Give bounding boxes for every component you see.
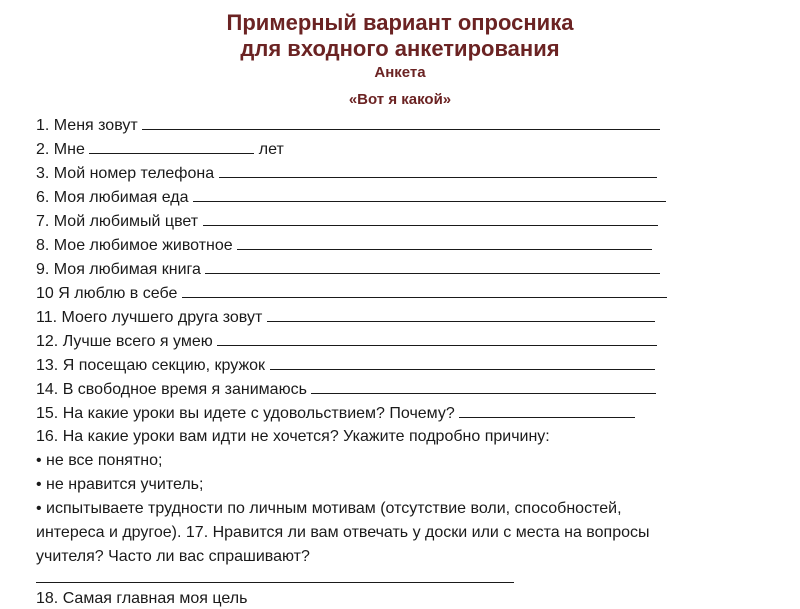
title-line-2: для входного анкетирования [240, 36, 560, 61]
question-text: учителя? Часто ли вас спрашивают? [36, 548, 310, 565]
question-line [36, 115, 660, 136]
question-line [36, 187, 666, 208]
question-text: 10 Я люблю в себе [36, 285, 178, 302]
answer-blank[interactable] [267, 307, 655, 322]
question-text: 2. Мне [36, 141, 85, 158]
question-line [36, 379, 656, 400]
question-line [36, 211, 658, 232]
question-line [36, 235, 652, 256]
answer-blank[interactable] [193, 187, 666, 202]
question-text: • испытываете трудности по личным мотивам (отсутствие воли, способностей, [36, 500, 622, 517]
question-line [36, 403, 635, 424]
question-text: • не все понятно; [36, 452, 163, 469]
question-text: 13. Я посещаю секцию, кружок [36, 357, 266, 374]
question-line [36, 163, 657, 184]
form-subtitle: «Вот я какой» [348, 91, 452, 108]
answer-blank[interactable] [217, 331, 657, 346]
answer-blank[interactable] [205, 259, 660, 274]
question-line [36, 547, 310, 567]
answer-blank[interactable] [142, 115, 660, 130]
question-text: 11. Моего лучшего друга зовут [36, 309, 263, 326]
answer-blank[interactable] [203, 211, 658, 226]
question-text: 8. Мое любимое животное [36, 237, 233, 254]
question-line [36, 139, 284, 160]
question-text: 14. В свободное время я занимаюсь [36, 381, 307, 398]
question-text: • не нравится учитель; [36, 476, 204, 493]
question-text: 16. На какие уроки вам идти не хочется? Укажите подробно причину: [36, 428, 550, 445]
question-text: 1. Меня зовут [36, 117, 138, 134]
form-title: Анкета [374, 64, 426, 81]
answer-blank[interactable] [182, 283, 667, 298]
question-line [36, 589, 247, 609]
question-line [36, 523, 649, 543]
answer-blank[interactable] [311, 379, 656, 394]
question-line [36, 355, 655, 376]
question-text: 3. Мой номер телефона [36, 165, 215, 182]
answer-blank[interactable] [270, 355, 655, 370]
question-text: 18. Самая главная моя цель [36, 590, 248, 607]
answer-blank[interactable] [459, 403, 635, 418]
question-text: интереса и другое). 17. Нравится ли вам отвечать у доски или с места на вопросы [36, 524, 650, 541]
question-text: 9. Моя любимая книга [36, 261, 201, 278]
answer-blank[interactable] [89, 139, 254, 154]
answer-blank[interactable] [219, 163, 657, 178]
question-line [36, 283, 667, 304]
list-item [36, 499, 622, 519]
list-item [36, 475, 203, 495]
question-text: 6. Моя любимая еда [36, 189, 189, 206]
question-line [36, 259, 660, 280]
answer-line [36, 568, 514, 589]
answer-blank[interactable] [237, 235, 652, 250]
list-item [36, 451, 162, 471]
question-line [36, 307, 655, 328]
question-text: 12. Лучше всего я умею [36, 333, 213, 350]
question-line [36, 331, 657, 352]
answer-blank[interactable] [36, 568, 514, 583]
page-title [0, 10, 800, 62]
title-line-1: Примерный вариант опросника [226, 10, 574, 35]
question-text: 15. На какие уроки вы идете с удовольствием? Почему? [36, 405, 455, 422]
question-line [36, 427, 550, 447]
question-suffix: лет [258, 141, 284, 158]
question-text: 7. Мой любимый цвет [36, 213, 199, 230]
